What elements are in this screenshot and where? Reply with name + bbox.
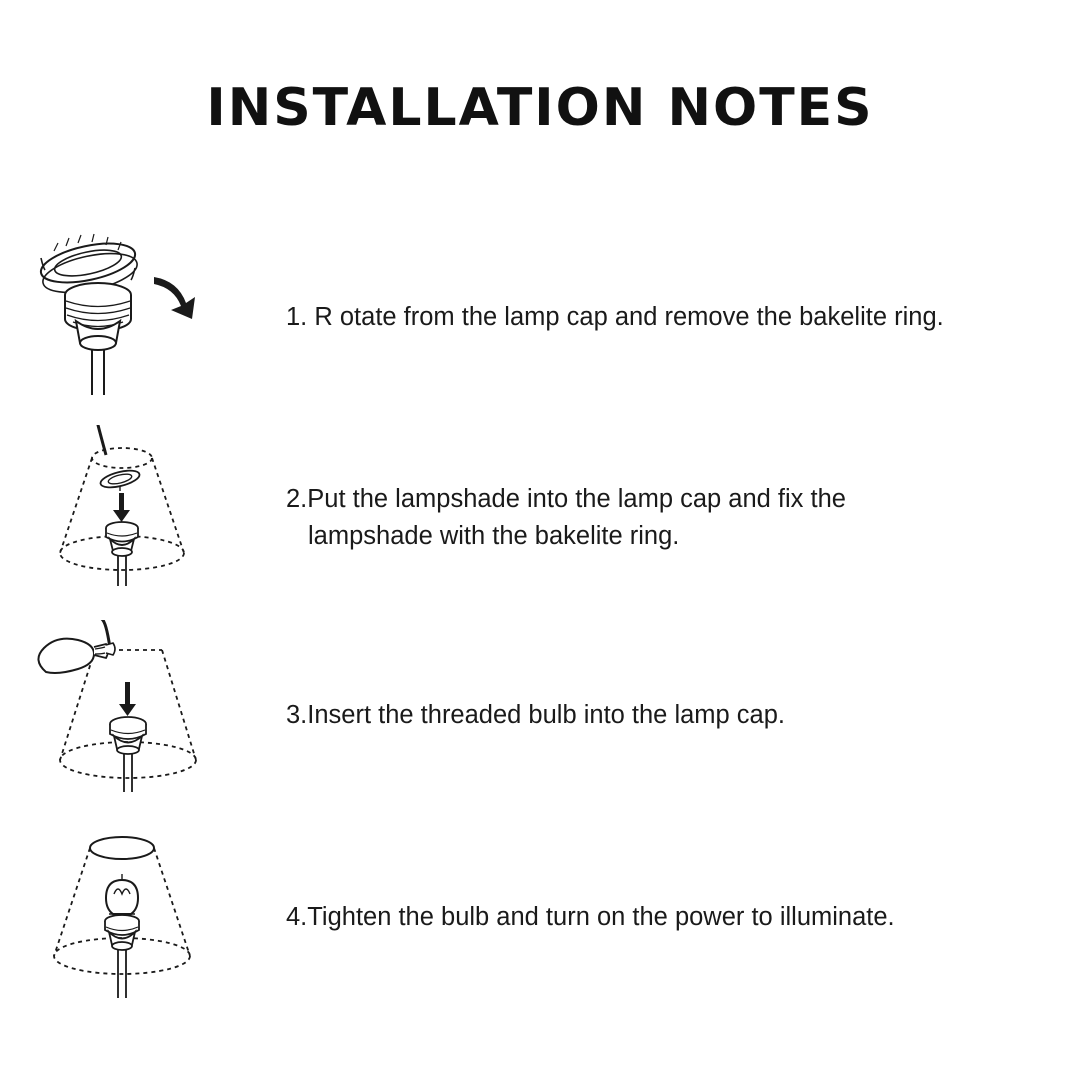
bulb-icon	[38, 639, 115, 673]
steps-list	[0, 215, 1080, 1020]
bulb-icon	[106, 874, 138, 919]
step-3-label: Insert the threaded bulb into the lamp cap.	[307, 700, 786, 729]
down-arrow-icon	[119, 682, 136, 716]
step-4-text	[250, 899, 1080, 935]
step-1-label: R otate from the lamp cap and remove the bakelite ring.	[314, 303, 944, 332]
wire-icon	[91, 620, 110, 648]
step-1-text	[250, 299, 1080, 335]
step-2-text	[250, 481, 1080, 553]
step-4-label: Tighten the bulb and turn on the power to illuminate.	[307, 903, 895, 932]
page-title: INSTALLATION NOTES	[206, 78, 874, 138]
step-3-illustration	[0, 620, 250, 810]
step-4-number: 4.	[286, 903, 308, 932]
step-2-illustration	[0, 425, 250, 610]
step-2-label: Put the lampshade into the lamp cap and fix the	[307, 485, 846, 514]
step-1-illustration	[0, 223, 250, 413]
lamp-cap-icon	[106, 522, 138, 586]
step-4-illustration	[0, 820, 250, 1015]
step-2-number: 2.	[286, 485, 308, 514]
down-arrow-icon	[113, 493, 130, 522]
list-item	[0, 420, 1080, 615]
list-item	[0, 815, 1080, 1020]
step-2-label-line2: lampshade with the bakelite ring.	[308, 521, 680, 550]
lamp-cap-icon	[110, 717, 146, 792]
lamp-cap-icon	[65, 283, 131, 395]
lamp-cap-icon	[105, 915, 139, 998]
step-3-number: 3.	[286, 700, 308, 729]
list-item	[0, 615, 1080, 815]
list-item	[0, 215, 1080, 420]
rotate-arrow-icon	[154, 277, 195, 319]
step-1-number: 1.	[286, 303, 308, 332]
step-3-text	[250, 697, 1080, 733]
bakelite-ring-icon	[99, 467, 141, 491]
